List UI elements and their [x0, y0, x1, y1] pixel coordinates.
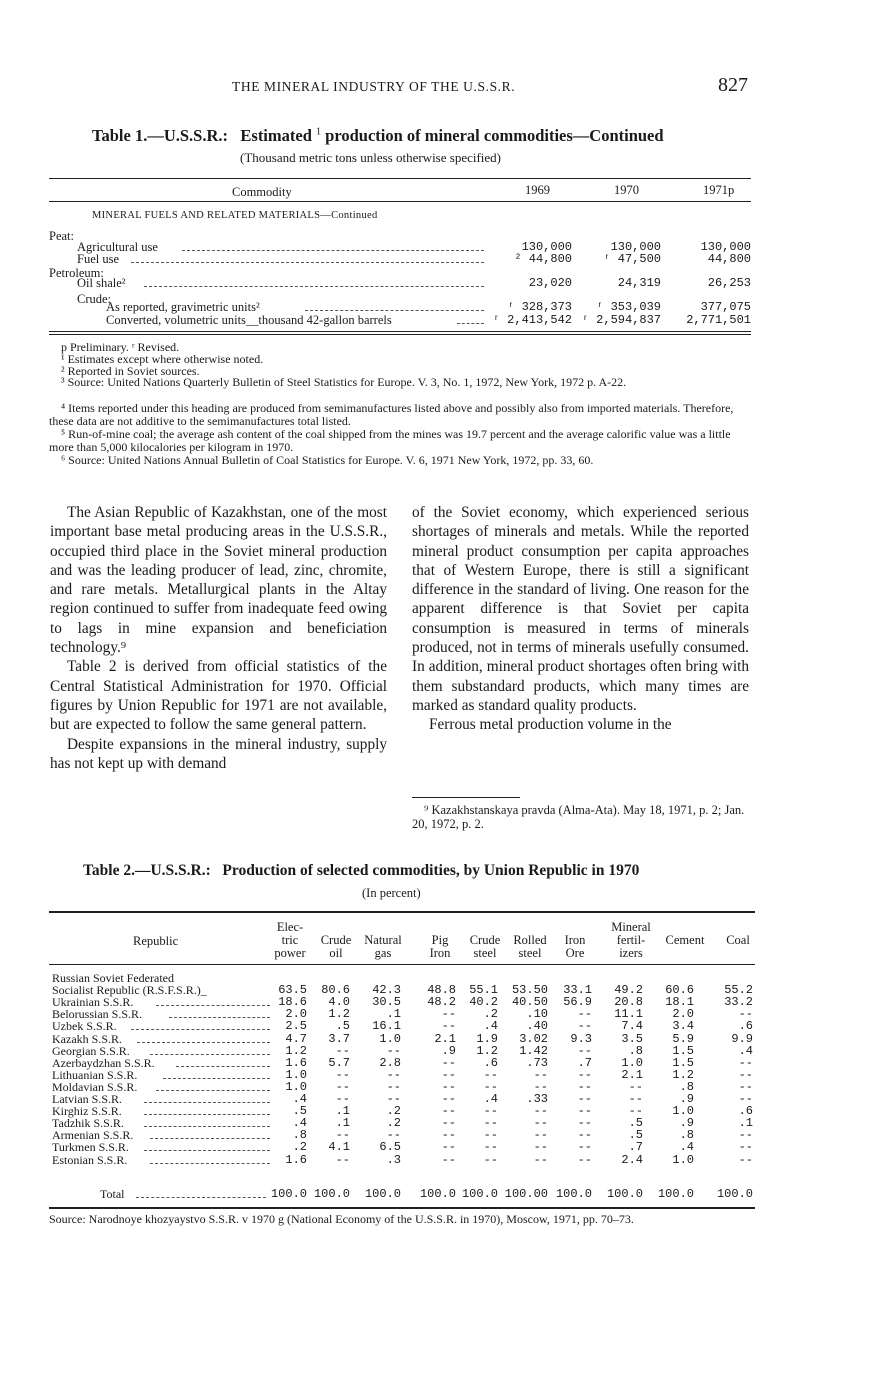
table2-cell: 2.5: [285, 1019, 307, 1034]
table2-cell: --: [335, 1079, 350, 1094]
table2-cell: 80.6: [321, 983, 350, 998]
table1-title-prefix: Table 1.—U.S.S.R.:: [92, 126, 229, 145]
table2-cell: --: [577, 1079, 592, 1094]
table2-col-header: Rolled steel: [513, 933, 547, 960]
table2-cell: --: [441, 1019, 456, 1034]
table2-total-cell: 100.0: [555, 1187, 592, 1201]
table2-col-republic: Republic: [133, 934, 179, 948]
table2-bottom-rule: [49, 1207, 755, 1209]
table2-cell: .2: [386, 1104, 401, 1119]
table2-top-rule: [49, 911, 755, 913]
table1-footnote: ¹ Estimates except where otherwise noted.: [61, 352, 264, 366]
table2-col-header: Pig Iron: [429, 933, 451, 960]
table2-cell: 4.1: [328, 1140, 350, 1155]
table2-cell: --: [738, 1007, 753, 1022]
table2-cell: --: [533, 1116, 548, 1131]
table1-cell-1969: ʳ 2,413,542: [492, 313, 572, 327]
table2-cell: .2: [386, 1116, 401, 1131]
table2-cell: 9.3: [570, 1031, 592, 1046]
table2-cell: 2.1: [434, 1031, 456, 1046]
table2-cell: --: [533, 1128, 548, 1143]
table2-total-cell: 100.0: [270, 1187, 307, 1201]
table2-cell: --: [577, 1043, 592, 1058]
table2-cell: 1.5: [672, 1055, 694, 1070]
table1-cell-1971: 26,253: [707, 276, 751, 290]
table2-cell: 3.5: [621, 1031, 643, 1046]
table1-footnote: ⁴ Items reported under this heading are produced from semimanufactures listed above and possibly also from imported materials. Therefore, these data are not additive to the semimanufactures total listed.: [49, 401, 734, 428]
table2-col-header: Cement: [665, 933, 705, 947]
table2-total-cell: 100.0: [313, 1187, 350, 1201]
table2-cell: 53.50: [511, 983, 548, 998]
table1-col-commodity: Commodity: [232, 185, 292, 199]
table2-cell: --: [577, 1007, 592, 1022]
table2-cell: .4: [292, 1092, 307, 1106]
body-right-column: [412, 503, 749, 735]
table2-cell: --: [441, 1092, 456, 1106]
table1-cell-1971: 377,075: [700, 300, 751, 314]
table1-title: [92, 126, 664, 146]
table2-cell: .8: [679, 1079, 694, 1094]
table2-cell: 1.2: [328, 1007, 350, 1022]
table1-row-label: Agricultural use: [77, 240, 158, 254]
body-paragraph: Table 2 is derived from official statistics of the Central Statistical Administration for 1970. Official figures by Union Republic for 1971 are not available, but are expected to follow the same general pattern.: [50, 658, 387, 734]
table2-col-header: Elec- tric power: [274, 920, 306, 960]
table2-cell: .6: [738, 1104, 753, 1119]
table2-cell: .9: [679, 1116, 694, 1131]
table2-cell: 9.9: [731, 1031, 753, 1046]
table2-cell: --: [386, 1067, 401, 1082]
table2-cell: 49.2: [614, 983, 643, 998]
table2-cell: --: [738, 1128, 753, 1143]
body-paragraph: Ferrous metal production volume in the: [429, 716, 672, 734]
table1-cell-1969: 23,020: [528, 276, 572, 290]
table2-cell: 48.8: [427, 983, 456, 998]
table2-cell: .9: [441, 1043, 456, 1058]
table2-cell: --: [738, 1092, 753, 1106]
table2-cell: 3.7: [328, 1031, 350, 1046]
table1-cell-1971: 130,000: [700, 240, 751, 254]
table2-cell: --: [577, 1140, 592, 1155]
table2-cell: .1: [738, 1116, 753, 1131]
table1-col-1970: 1970: [614, 183, 639, 197]
table1-footnote: ³ Source: United Nations Quarterly Bulletin of Steel Statistics for Europe. V. 3, No. 1, 1972, New York, 1972 p. A-22.: [61, 375, 627, 389]
leader-dots: [144, 286, 484, 287]
table2-total-label: Total: [100, 1187, 125, 1201]
footnote-rule: [412, 797, 520, 798]
table1-row-label: Petroleum:: [49, 266, 104, 280]
table2-cell: 1.0: [285, 1079, 307, 1094]
table1-row-label: Fuel use: [77, 252, 120, 266]
table2-cell: --: [386, 1079, 401, 1094]
table2-cell: .3: [386, 1152, 401, 1167]
table2-cell: --: [577, 1152, 592, 1167]
table1-title-sup: 1: [316, 126, 322, 138]
table2-title-rest: Production of selected commodities, by Union Republic in 1970: [222, 862, 640, 879]
table2-cell: --: [335, 1128, 350, 1143]
table2-row-name: Georgian S.S.R.: [52, 1043, 130, 1058]
table2-cell: --: [386, 1128, 401, 1143]
table2-row-name: Armenian S.S.R.: [52, 1128, 134, 1143]
body-paragraph: The Asian Republic of Kazakhstan, one of the most important base metal producing areas in the U.S.S.R., occupied third place in the Soviet mineral production and was the leading producer of lead, zinc, chromite, and rare metals. Metallurgical plants in the Altay region continued to suffer from inadequate feed owing to lags in mine expansion and beneficiation technology.⁹: [50, 504, 387, 657]
table2-cell: 1.6: [285, 1055, 307, 1070]
table1-cell-1971: 44,800: [707, 252, 751, 266]
table2-row-name: Russian Soviet Federated: [52, 971, 174, 985]
table2-cell: 63.5: [278, 983, 307, 998]
body-paragraph: of the Soviet economy, which experienced serious shortages of minerals and metals. While the reported mineral product consumption per capita approaches that of Western Europe, there is still a significant difference in the standard of living. One reason for the apparent difference is that Soviet per capita consumption is measured in terms of minerals produced, not in terms of minerals usefully consumed. In addition, mineral product shortages often bring with them substandard products, which many times are marked as standard quality products.: [412, 504, 749, 714]
table2-header-rule: [49, 964, 755, 965]
table2-cell: --: [335, 1067, 350, 1082]
table2-cell: --: [386, 1092, 401, 1106]
table2-cell: --: [533, 1067, 548, 1082]
table2-cell: .8: [679, 1128, 694, 1143]
table2-total-cell: 100.0: [657, 1187, 694, 1201]
table1-row-label: Oil shale²: [77, 276, 126, 290]
table2-cell: 1.6: [285, 1152, 307, 1167]
table2-cell: --: [441, 1007, 456, 1022]
table2-cell: --: [335, 1152, 350, 1167]
footnote-9: ⁹ Kazakhstanskaya pravda (Alma-Ata). May 18, 1971, p. 2; Jan. 20, 1972, p. 2.: [412, 803, 745, 831]
table1-col-1969: 1969: [525, 183, 550, 197]
table2-cell: .7: [628, 1140, 643, 1155]
table2-cell: 20.8: [614, 995, 643, 1010]
table1-footnote: ² Reported in Soviet sources.: [61, 364, 200, 378]
table1-cell-1969: 130,000: [521, 240, 572, 254]
table2-cell: 3.4: [672, 1019, 694, 1034]
table2-cell: .6: [738, 1019, 753, 1034]
table2-cell: .6: [483, 1055, 498, 1070]
table2-cell: 1.0: [285, 1067, 307, 1082]
table2-cell: --: [577, 1067, 592, 1082]
table2-title-prefix: Table 2.—U.S.S.R.:: [83, 862, 211, 879]
table2-cell: --: [441, 1116, 456, 1131]
table1-cell-1971: 2,771,501: [686, 313, 751, 327]
table2-cell: --: [738, 1079, 753, 1094]
table2-cell: .5: [335, 1019, 350, 1034]
table2-row-name: Kazakh S.S.R.: [52, 1031, 122, 1046]
table2-cell: 5.7: [328, 1055, 350, 1070]
table2-cell: 1.5: [672, 1043, 694, 1058]
table2-cell: 11.1: [614, 1007, 643, 1022]
table2-cell: 1.2: [285, 1043, 307, 1058]
table2-cell: --: [738, 1152, 753, 1167]
table2-cell: 7.4: [621, 1019, 643, 1034]
table2-cell: --: [335, 1043, 350, 1058]
table2-row-name: Moldavian S.S.R.: [52, 1079, 138, 1094]
table2-cell: .4: [483, 1019, 498, 1034]
table2-row-name: Tadzhik S.S.R.: [52, 1116, 124, 1131]
table2-cell: --: [441, 1079, 456, 1094]
table1-cell-1970: ʳ 353,039: [596, 300, 661, 314]
table2-row-name: Belorussian S.S.R.: [52, 1007, 143, 1022]
table2-cell: 48.2: [427, 995, 456, 1010]
table2-cell: 42.3: [372, 983, 401, 998]
table2-cell: --: [483, 1079, 498, 1094]
table1-cell-1970: ʳ 2,594,837: [581, 313, 661, 327]
table2-cell: .5: [628, 1128, 643, 1143]
table2-cell: 4.0: [328, 995, 350, 1010]
table2-cell: --: [577, 1116, 592, 1131]
table2-cell: 1.2: [476, 1043, 498, 1058]
table1-cell-1969: ² 44,800: [514, 252, 572, 266]
table2-cell: .33: [526, 1092, 548, 1106]
table1-row-label: As reported, gravimetric units²: [106, 300, 260, 314]
table2-col-header: Natural gas: [364, 933, 402, 960]
table2-cell: --: [483, 1116, 498, 1131]
table2-row-name: Kirghiz S.S.R.: [52, 1104, 122, 1119]
table1-header-rule: [49, 201, 751, 202]
table2-cell: --: [483, 1104, 498, 1119]
table2-total-cell: 100.00: [504, 1187, 548, 1201]
table2-cell: .1: [335, 1116, 350, 1131]
table2-cell: .4: [483, 1092, 498, 1106]
table2-cell: --: [441, 1067, 456, 1082]
table1-section: MINERAL FUELS AND RELATED MATERIALS—Continued: [92, 210, 378, 221]
table1-cell-1970: ʳ 47,500: [603, 252, 661, 266]
table2-cell: .8: [292, 1128, 307, 1143]
leader-dots: [131, 262, 484, 263]
table2-cell: --: [628, 1092, 643, 1106]
table2-row-name: Lithuanian S.S.R.: [52, 1067, 138, 1082]
table2-cell: --: [441, 1055, 456, 1070]
table2-cell: 2.0: [672, 1007, 694, 1022]
table2-cell: 60.6: [665, 983, 694, 998]
table2-col-header: Crude oil: [320, 933, 352, 960]
table2-total-cell: 100.0: [461, 1187, 498, 1201]
table2-cell: .4: [679, 1140, 694, 1155]
table2-cell: --: [335, 1092, 350, 1106]
table2-cell: --: [577, 1019, 592, 1034]
table2-cell: --: [441, 1152, 456, 1167]
table1-cell-1970: 24,319: [617, 276, 661, 290]
table1-col-1971: 1971p: [703, 183, 735, 197]
table2-cell: 2.0: [285, 1007, 307, 1022]
table2-cell: 4.7: [285, 1031, 307, 1046]
table2-cell: 30.5: [372, 995, 401, 1010]
table2-total-cell: 100.0: [419, 1187, 456, 1201]
table1-cell-1969: ʳ 328,373: [507, 300, 572, 314]
table2-cell: .73: [526, 1055, 548, 1070]
running-title: THE MINERAL INDUSTRY OF THE U.S.S.R.: [232, 79, 516, 94]
table2-cell: 1.0: [621, 1055, 643, 1070]
table2-cell: --: [483, 1128, 498, 1143]
table2-cell: 56.9: [563, 995, 592, 1010]
table2-cell: --: [483, 1067, 498, 1082]
page-number: 827: [718, 74, 748, 96]
table2-col-header: Coal: [726, 933, 750, 947]
table2-row-name: Azerbaydzhan S.S.R.: [52, 1055, 155, 1070]
table1-row-label: Converted, volumetric units__thousand 42-gallon barrels: [106, 313, 392, 327]
table2-total-cell: 100.0: [716, 1187, 753, 1201]
table2-cell: --: [483, 1140, 498, 1155]
table2-row-name: Socialist Republic (R.S.F.S.R.)_: [52, 983, 207, 998]
table2-row-name: Estonian S.S.R.: [52, 1152, 128, 1167]
table2-cell: 55.2: [724, 983, 753, 998]
table2-cell: .40: [526, 1019, 548, 1034]
table2-cell: --: [738, 1067, 753, 1082]
table2-total-cell: 100.0: [364, 1187, 401, 1201]
table2-cell: 40.2: [469, 995, 498, 1010]
table2-cell: 5.9: [672, 1031, 694, 1046]
table2-cell: --: [533, 1152, 548, 1167]
table2-row-name: Uzbek S.S.R.: [52, 1019, 117, 1034]
table2-row-name: Latvian S.S.R.: [52, 1092, 123, 1106]
table2-cell: .7: [577, 1055, 592, 1070]
table2-col-header: Crude steel: [469, 933, 501, 960]
table1-footnote: ⁵ Run-of-mine coal; the average ash content of the coal shipped from the mines was 19.7 percent and the average calorific value was a little more than 5,000 kilocalories per kilogram in 1970.: [49, 427, 731, 454]
table2-cell: --: [738, 1140, 753, 1155]
table2-cell: 1.0: [672, 1104, 694, 1119]
table2-total-cell: 100.0: [606, 1187, 643, 1201]
table2-cell: --: [533, 1104, 548, 1119]
table2-cell: .2: [483, 1007, 498, 1022]
table1-bottom-rule-2: [49, 334, 751, 335]
table2-cell: --: [577, 1128, 592, 1143]
table2-cell: 1.2: [672, 1067, 694, 1082]
table1-footnote: ⁶ Source: United Nations Annual Bulletin of Coal Statistics for Europe. V. 6, 1971 New York, 1972, pp. 33, 60.: [61, 453, 594, 467]
table1-bottom-rule: [49, 331, 751, 332]
table2-cell: 1.42: [519, 1043, 548, 1058]
body-paragraph: Despite expansions in the mineral industry, supply has not kept up with demand: [50, 735, 387, 772]
table2-cell: 18.6: [278, 995, 307, 1010]
body-left-column: [50, 503, 387, 773]
table2-cell: 1.0: [379, 1031, 401, 1046]
table2-title: [83, 862, 639, 880]
table2-cell: .5: [628, 1116, 643, 1131]
table2-cell: 16.1: [372, 1019, 401, 1034]
table2-cell: --: [628, 1079, 643, 1094]
table2-cell: .1: [386, 1007, 401, 1022]
table2-cell: --: [533, 1140, 548, 1155]
table1-cell-1970: 130,000: [610, 240, 661, 254]
table2-cell: 40.50: [511, 995, 548, 1010]
leader-dots: [182, 250, 484, 251]
table2-row-name: Ukrainian S.S.R.: [52, 995, 134, 1010]
table2-cell: .4: [292, 1116, 307, 1131]
table2-cell: --: [533, 1079, 548, 1094]
table2-cell: --: [577, 1092, 592, 1106]
table2-cell: 3.02: [519, 1031, 548, 1046]
table2-cell: .5: [292, 1104, 307, 1119]
table2-cell: .9: [679, 1092, 694, 1106]
leader-dots: [305, 310, 484, 311]
table2-cell: .10: [526, 1007, 548, 1022]
table2-col-header: Mineral fertil- izers: [611, 920, 651, 960]
table2-subtitle: (In percent): [362, 886, 421, 900]
table1-subtitle: (Thousand metric tons unless otherwise specified): [240, 150, 502, 165]
table2-col-header: Iron Ore: [564, 933, 586, 960]
table2-cell: .1: [335, 1104, 350, 1119]
table2-cell: 18.1: [665, 995, 694, 1010]
table1-row-label: Peat:: [49, 229, 74, 243]
table2-cell: --: [628, 1104, 643, 1119]
table2-cell: 33.2: [724, 995, 753, 1010]
table2-cell: --: [483, 1152, 498, 1167]
table2-cell: .4: [738, 1043, 753, 1058]
table1-title-main: Estimated: [240, 126, 312, 145]
table2-cell: 2.4: [621, 1152, 643, 1167]
table2-cell: .2: [292, 1140, 307, 1155]
table1-row-label: Crude:: [77, 292, 112, 306]
table2-cell: --: [441, 1128, 456, 1143]
table2-cell: --: [738, 1055, 753, 1070]
table2-cell: 33.1: [563, 983, 592, 998]
table2-source: Source: Narodnoye khozyaystvo S.S.R. v 1970 g (National Economy of the U.S.S.R. in 1970), Moscow, 1971, pp. 70–73.: [49, 1212, 634, 1226]
table1-title-rest: production of mineral commodities—Continued: [325, 126, 664, 145]
table2-cell: 1.0: [672, 1152, 694, 1167]
table2-cell: --: [441, 1140, 456, 1155]
table2-row-name: Turkmen S.S.R.: [52, 1140, 129, 1155]
table2-cell: --: [386, 1043, 401, 1058]
table2-cell: 2.8: [379, 1055, 401, 1070]
table2-cell: --: [441, 1104, 456, 1119]
table2-cell: 1.9: [476, 1031, 498, 1046]
table2-cell: 6.5: [379, 1140, 401, 1155]
table2-cell: 2.1: [621, 1067, 643, 1082]
table1-footnote: p Preliminary. ʳ Revised.: [61, 340, 180, 354]
table2-cell: 55.1: [469, 983, 498, 998]
table2-cell: --: [577, 1104, 592, 1119]
table1-top-rule: [49, 178, 751, 179]
table2-cell: .8: [628, 1043, 643, 1058]
